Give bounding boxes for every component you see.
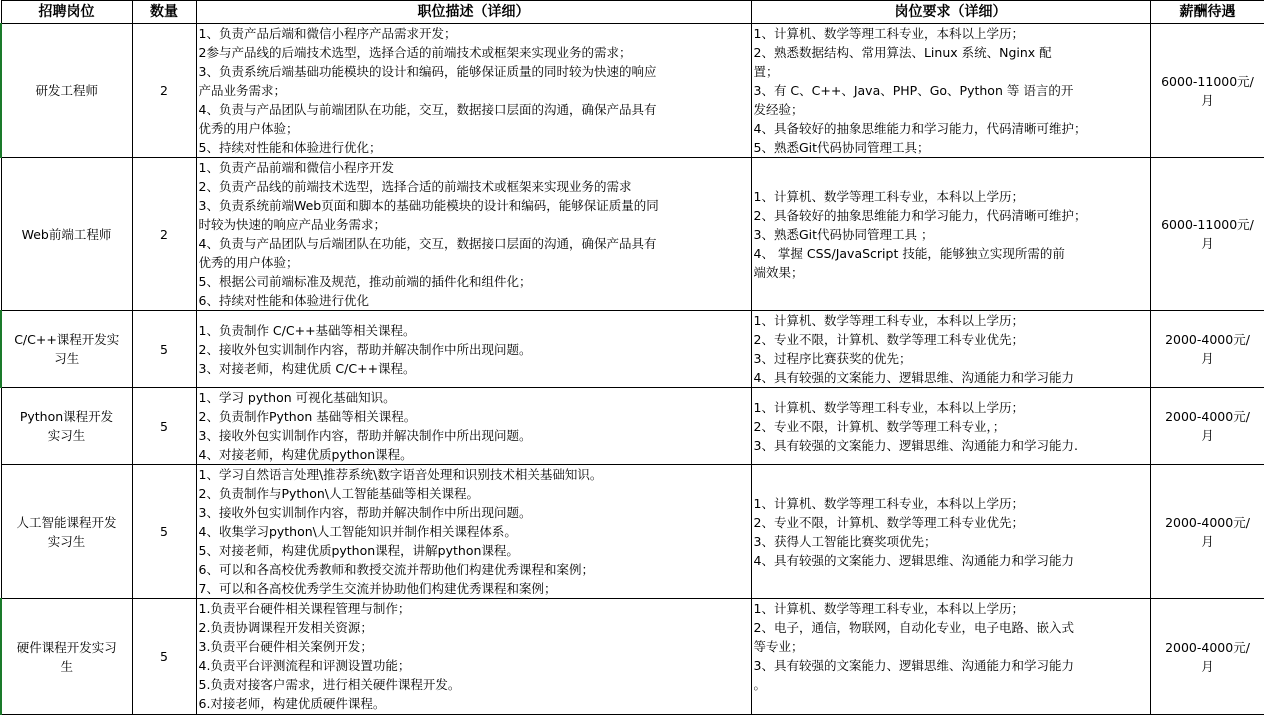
req-line: 2、熟悉数据结构、常用算法、Linux 系统、Nginx 配 <box>753 45 1052 60</box>
req-line: 4、具备较好的抽象思维能力和学习能力，代码清晰可维护； <box>753 121 1087 136</box>
salary-cell[interactable] <box>1150 388 1264 465</box>
desc-line: 2、负责制作Python 基础等相关课程。 <box>198 409 417 424</box>
table-row <box>1 465 1264 599</box>
requirements-cell[interactable] <box>751 599 1150 715</box>
header-count[interactable]: 数量 <box>132 1 196 24</box>
req-line: 3、具有较强的文案能力、逻辑思维、沟通能力和学习能力 <box>753 658 1074 673</box>
salary-line: 月 <box>1201 658 1214 674</box>
description-cell[interactable] <box>196 24 751 158</box>
salary-cell[interactable] <box>1150 311 1264 388</box>
description-cell[interactable] <box>196 465 751 599</box>
salary-cell[interactable] <box>1150 599 1264 715</box>
req-line: 1、计算机、数学等理工科专业，本科以上学历； <box>753 601 1024 616</box>
desc-line: 时较为快速的响应产品业务需求； <box>198 217 387 232</box>
req-line: 4、具有较强的文案能力、逻辑思维、沟通能力和学习能力 <box>753 552 1074 568</box>
header-description[interactable]: 职位描述（详细） <box>196 1 751 24</box>
desc-line: 4、负责与产品团队与后端团队在功能，交互，数据接口层面的沟通，确保产品具有 <box>198 236 657 251</box>
position-cell[interactable] <box>1 388 132 465</box>
position-cell[interactable] <box>1 158 132 311</box>
desc-line: 2参与产品线的后端技术选型，选择合适的前端技术或框架来实现业务的需求； <box>198 45 632 60</box>
req-line: 端效果； <box>753 264 804 280</box>
req-line: 3、过程序比赛获奖的优先； <box>753 351 912 366</box>
count-cell[interactable]: 5 <box>132 311 196 388</box>
req-line: 2、电子，通信，物联网，自动化专业，电子电路、嵌入式 <box>753 620 1074 635</box>
desc-line: 4、负责与产品团队与前端团队在功能，交互，数据接口层面的沟通，确保产品具有 <box>198 102 657 117</box>
requirements-cell[interactable] <box>751 158 1150 311</box>
desc-line: 5、持续对性能和体验进行优化； <box>198 140 382 155</box>
req-line: 2、专业不限，计算机、数学等理工科专业优先； <box>753 332 1024 347</box>
req-line: 3、获得人工智能比赛奖项优先； <box>753 533 937 549</box>
req-line: 2、专业不限，计算机、数学等理工科专业，； <box>753 418 1006 434</box>
desc-line: 1、负责产品前端和微信小程序开发 <box>198 160 394 175</box>
description-cell[interactable] <box>196 311 751 388</box>
description-cell[interactable] <box>196 388 751 465</box>
desc-line: 3、负责系统后端基础功能模块的设计和编码，能够保证质量的同时较为快速的响应 <box>198 64 657 79</box>
header-requirements[interactable]: 岗位要求（详细） <box>751 1 1150 24</box>
salary-cell[interactable] <box>1150 24 1264 158</box>
table-row <box>1 599 1264 715</box>
req-line: 1、计算机、数学等理工科专业，本科以上学历； <box>753 188 1024 204</box>
requirements-cell[interactable] <box>751 311 1150 388</box>
position-cell[interactable] <box>1 465 132 599</box>
req-line: 4、 掌握 CSS/JavaScript 技能，能够独立实现所需的前 <box>753 245 1065 261</box>
position-text: Web前端工程师 <box>21 226 112 242</box>
req-line: 1、计算机、数学等理工科专业，本科以上学历； <box>753 495 1024 511</box>
salary-line: 月 <box>1201 351 1214 366</box>
desc-line: 5、对接老师，构建优质python课程，讲解python课程。 <box>198 543 519 558</box>
description-cell[interactable] <box>196 158 751 311</box>
req-line: 发经验； <box>753 102 804 117</box>
table-row <box>1 311 1264 388</box>
salary-line: 月 <box>1201 92 1214 108</box>
requirements-cell[interactable] <box>751 24 1150 158</box>
desc-line: 1、学习 python 可视化基础知识。 <box>198 390 396 405</box>
desc-line: 2、负责制作与Python\人工智能基础等相关课程。 <box>198 486 479 501</box>
salary-line: 6000-11000元/ <box>1161 73 1254 89</box>
desc-line: 5、根据公司前端标准及规范，推动前端的插件化和组件化； <box>198 274 532 289</box>
desc-line: 4、对接老师，构建优质python课程。 <box>198 447 413 462</box>
position-text-line: 生 <box>60 658 73 674</box>
req-line: 等专业； <box>753 639 804 654</box>
count-cell[interactable]: 2 <box>132 24 196 158</box>
position-text-line: C/C++课程开发实 <box>14 332 120 347</box>
desc-line: 3、接收外包实训制作内容，帮助并解决制作中所出现问题。 <box>198 428 532 443</box>
position-cell[interactable] <box>1 599 132 715</box>
req-line: 1、计算机、数学等理工科专业，本科以上学历； <box>753 26 1024 41</box>
req-line: 4、具有较强的文案能力、逻辑思维、沟通能力和学习能力 <box>753 370 1074 385</box>
desc-line: 1、负责制作 C/C++基础等相关课程。 <box>198 322 416 338</box>
desc-line: 7、可以和各高校优秀学生交流并协助他们构建优秀课程和案例； <box>198 581 557 596</box>
requirements-cell[interactable] <box>751 465 1150 599</box>
desc-line: 6.对接老师，构建优质硬件课程。 <box>198 696 386 711</box>
req-line: 2、具备较好的抽象思维能力和学习能力，代码清晰可维护； <box>753 207 1087 223</box>
desc-line: 1、负责产品后端和微信小程序产品需求开发； <box>198 26 457 41</box>
table-row <box>1 388 1264 465</box>
desc-line: 2、负责产品线的前端技术选型，选择合适的前端技术或框架来实现业务的需求 <box>198 179 632 194</box>
position-cell[interactable] <box>1 24 132 158</box>
requirements-cell[interactable] <box>751 388 1150 465</box>
req-line: 3、熟悉Git代码协同管理工具 ； <box>753 226 934 242</box>
req-line: 1、计算机、数学等理工科专业，本科以上学历； <box>753 399 1024 415</box>
table-row <box>1 158 1264 311</box>
desc-line: 4.负责平台评测流程和评测设置功能； <box>198 658 411 673</box>
req-line: 3、有 C、C++、Java、PHP、Go、Python 等 语言的开 <box>753 83 1074 98</box>
position-text-line: 硬件课程开发实习 <box>16 639 117 655</box>
desc-line: 5.负责对接客户需求，进行相关硬件课程开发。 <box>198 677 461 692</box>
position-text-line: 实习生 <box>47 533 86 549</box>
desc-line: 优秀的用户体验； <box>198 255 299 270</box>
salary-cell[interactable] <box>1150 158 1264 311</box>
desc-line: 4、收集学习python\人工智能知识并制作相关课程体系。 <box>198 524 517 539</box>
req-line: 5、熟悉Git代码协同管理工具； <box>753 140 930 155</box>
desc-line: 6、可以和各高校优秀教师和教授交流并帮助他们构建优秀课程和案例； <box>198 562 594 577</box>
req-line: 置； <box>753 64 779 79</box>
count-cell[interactable]: 5 <box>132 599 196 715</box>
count-cell[interactable]: 2 <box>132 158 196 311</box>
salary-line: 月 <box>1201 236 1214 251</box>
position-text-line: 人工智能课程开发 <box>16 514 117 530</box>
count-cell[interactable]: 5 <box>132 388 196 465</box>
header-salary[interactable]: 薪酬待遇 <box>1150 1 1264 24</box>
header-row <box>1 1 1264 24</box>
header-position[interactable]: 招聘岗位 <box>1 1 132 24</box>
position-text-line: 习生 <box>54 351 80 366</box>
position-text: 研发工程师 <box>35 83 98 98</box>
salary-line: 2000-4000元/ <box>1165 514 1250 530</box>
salary-cell[interactable] <box>1150 465 1264 599</box>
salary-line: 月 <box>1201 533 1214 549</box>
description-cell[interactable] <box>196 599 751 715</box>
salary-line: 2000-4000元/ <box>1165 639 1250 655</box>
salary-line: 2000-4000元/ <box>1165 409 1250 424</box>
position-text-line: Python课程开发 <box>19 409 114 424</box>
salary-line: 2000-4000元/ <box>1165 332 1250 347</box>
desc-line: 1、学习自然语言处理\推荐系统\数字语音处理和识别技术相关基础知识。 <box>198 467 603 482</box>
desc-line: 2、接收外包实训制作内容，帮助并解决制作中所出现问题。 <box>198 341 532 357</box>
req-line: 3、具有较强的文案能力、逻辑思维、沟通能力和学习能力. <box>753 437 1078 453</box>
desc-line: 3、对接老师，构建优质 C/C++课程。 <box>198 360 416 376</box>
desc-line: 3、接收外包实训制作内容，帮助并解决制作中所出现问题。 <box>198 505 532 520</box>
req-line: 。 <box>753 677 767 692</box>
position-cell[interactable] <box>1 311 132 388</box>
desc-line: 1.负责平台硬件相关课程管理与制作； <box>198 601 411 616</box>
desc-line: 2.负责协调课程开发相关资源； <box>198 620 373 635</box>
desc-line: 6、持续对性能和体验进行优化 <box>198 293 369 308</box>
count-cell[interactable]: 5 <box>132 465 196 599</box>
desc-line: 3、负责系统前端Web页面和脚本的基础功能模块的设计和编码，能够保证质量的同 <box>198 198 659 213</box>
table-row <box>1 24 1264 158</box>
position-text-line: 实习生 <box>47 428 86 443</box>
salary-line: 月 <box>1201 428 1214 443</box>
req-line: 2、专业不限，计算机、数学等理工科专业优先； <box>753 514 1024 530</box>
desc-line: 优秀的用户体验； <box>198 121 299 136</box>
salary-line: 6000-11000元/ <box>1161 217 1254 232</box>
req-line: 1、计算机、数学等理工科专业，本科以上学历； <box>753 313 1024 328</box>
desc-line: 3.负责平台硬件相关案例开发； <box>198 639 373 654</box>
desc-line: 产品业务需求； <box>198 83 287 98</box>
